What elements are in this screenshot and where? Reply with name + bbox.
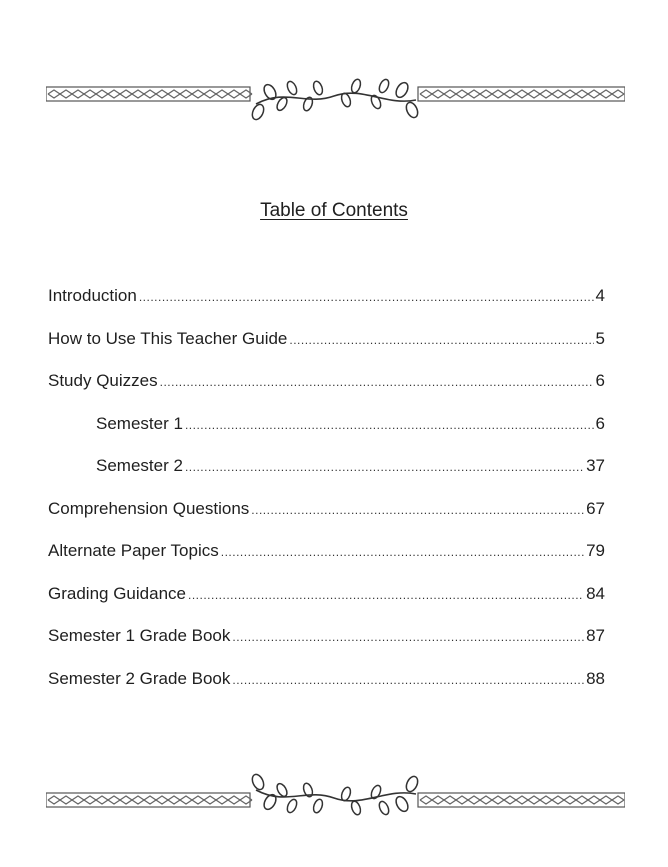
dot-leader [185,460,584,474]
toc-entry-page: 87 [586,626,605,645]
toc-entry-label: Comprehension Questions [48,498,250,518]
dot-leader [289,333,593,347]
bottom-vine-border-icon [46,768,625,818]
dot-leader [188,588,584,602]
toc-entry-page: 67 [586,498,605,518]
toc-entry-page: 79 [586,541,605,560]
dot-leader [251,503,584,517]
top-vine-border-icon [46,76,625,126]
toc-entry-label: Grading Guidance [48,583,186,603]
toc-subentry[interactable] [48,414,605,457]
toc-entry-label: Study Quizzes [48,371,158,390]
toc-entry-label: Semester 2 [96,456,183,475]
dot-leader [232,673,584,687]
dot-leader [232,630,584,644]
toc-entry[interactable] [48,669,605,712]
toc-entry[interactable] [48,541,605,584]
toc-entry-label: Introduction [48,286,137,305]
toc-entry[interactable] [48,499,605,542]
toc-entry[interactable] [48,329,605,372]
toc-entry[interactable] [48,371,605,414]
toc-entry[interactable] [48,584,605,627]
toc-entry-page: 6 [595,413,605,433]
toc-entry-page: 6 [595,371,605,390]
toc-entry-page: 37 [586,456,605,475]
toc-entry-label: Semester 1 Grade Book [48,626,231,645]
toc-entry-label: How to Use This Teacher Guide [48,328,288,348]
toc-entry-page: 88 [586,668,605,688]
dot-leader [139,290,594,304]
toc-entry-page: 84 [586,583,605,603]
toc-entry-label: Alternate Paper Topics [48,541,219,560]
toc-subentry[interactable] [48,456,605,499]
toc-entry-label: Semester 2 Grade Book [48,668,231,688]
toc-entry-label: Semester 1 [96,413,183,433]
toc-entry-page: 5 [595,328,605,348]
toc-entry[interactable] [48,286,605,329]
dot-leader [221,545,584,559]
page-title: Table of Contents [260,200,408,221]
table-of-contents [48,286,605,711]
toc-entry-page: 4 [595,286,605,305]
toc-entry[interactable] [48,626,605,669]
dot-leader [185,418,594,432]
dot-leader [160,375,594,389]
